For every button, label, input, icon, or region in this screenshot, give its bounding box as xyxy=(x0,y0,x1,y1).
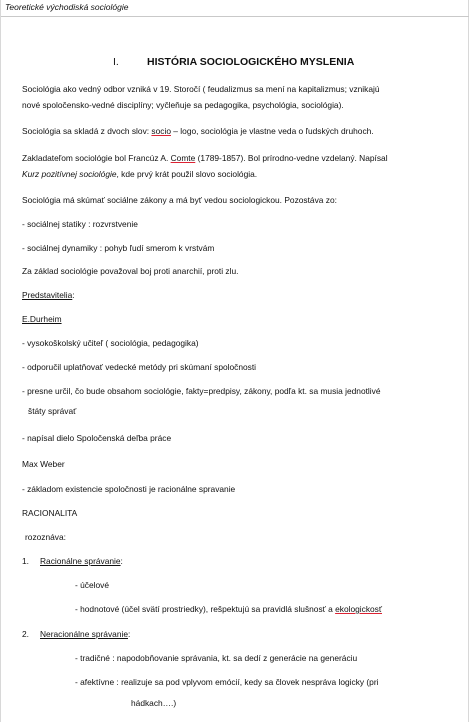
word-comte: Comte xyxy=(170,153,196,163)
list-item-1-colon: : xyxy=(120,556,123,566)
hodnotove-text: - hodnotové (účel svätí prostriedky), rešpektujú sa pravidlá slušnosť a xyxy=(75,604,336,614)
paragraph-1-line-1: Sociológia ako vedný odbor vzniká v 19. Storočí ( feudalizmus sa mení na kapitalizmus; vznikajú xyxy=(22,84,380,94)
durkheim-point-2: - odporučil uplatňovať vedecké metódy pri skúmaní spoločnosti xyxy=(22,362,257,372)
list-item-2-number: 2. xyxy=(22,629,29,639)
book-title: Kurz pozitívnej sociológie xyxy=(22,169,117,179)
rozoznava-label: rozoznáva: xyxy=(25,532,66,542)
page-header: Teoretické východiská sociológie xyxy=(5,2,129,12)
paragraph-4: Sociológia má skúmať sociálne zákony a má byť vedou sociologickou. Pozostáva zo: xyxy=(22,195,337,205)
nonrational-type-tradicne: - tradičné : napodobňovanie správania, kt. sa dedí z generácie na generáciu xyxy=(75,653,358,663)
paragraph-2 xyxy=(22,126,374,137)
chapter-number: I. xyxy=(113,56,119,68)
nonrational-type-afektivne-line-2: hádkach….) xyxy=(131,698,177,708)
paragraph-2-text-a: Sociológia sa skladá z dvoch slov: xyxy=(22,126,152,136)
word-ekologickost: ekologickosť xyxy=(335,604,383,614)
header-divider xyxy=(1,16,469,17)
paragraph-3-line-2 xyxy=(22,169,257,180)
nonrational-type-afektivne-line-1: - afektívne : realizuje sa pod vplyvom emócií, kedy sa človek nespráva logicky (pri xyxy=(75,677,379,687)
weber-point-1: - základom existencie spoločnosti je racionálne spravanie xyxy=(22,484,236,494)
predstavitelia-colon: : xyxy=(72,290,75,300)
list-item-1-number: 1. xyxy=(22,556,29,566)
chapter-title: HISTÓRIA SOCIOLOGICKÉHO MYSLENIA xyxy=(147,56,355,68)
word-socio: socio xyxy=(151,126,171,136)
paragraph-5: Za základ sociológie považoval boj proti anarchií, proti zlu. xyxy=(22,266,239,276)
durkheim-point-4: - napísal dielo Spoločenská deľba práce xyxy=(22,433,172,443)
rational-type-hodnotove xyxy=(75,604,382,615)
durkheim-point-3-line-2: štáty správať xyxy=(28,406,77,416)
section-predstavitelia xyxy=(22,290,75,301)
section-racionalita: RACIONALITA xyxy=(22,508,78,518)
author-weber: Max Weber xyxy=(22,459,65,469)
paragraph-1-line-2: nové spoločensko-vedné disciplíny; vyčleňuje sa pedagogika, psychológia, sociológia). xyxy=(22,100,344,110)
paragraph-2-text-b: – logo, sociológia je vlastne veda o ľudských druhoch. xyxy=(170,126,374,136)
paragraph-3-text-b: (1789-1857). Bol prírodno-vedne vzdelaný. Napísal xyxy=(195,153,388,163)
list-item-2-title: Neracionálne správanie xyxy=(40,629,128,639)
paragraph-3-text-c: , kde prvý krát použil slovo sociológia. xyxy=(116,169,258,179)
predstavitelia-label: Predstavitelia xyxy=(22,290,73,300)
rational-type-ucelove: - účelové xyxy=(75,580,109,590)
paragraph-3-line-1 xyxy=(22,153,388,164)
list-item-1 xyxy=(22,556,123,567)
durkheim-point-1: - vysokoškolský učiteľ ( sociológia, pedagogika) xyxy=(22,338,199,348)
list-item-2 xyxy=(22,629,130,640)
list-item-2-colon: : xyxy=(128,629,131,639)
bullet-statika: - sociálnej statiky : rozvrstvenie xyxy=(22,219,138,229)
bullet-dynamika: - sociálnej dynamiky : pohyb ľudí smerom k vrstvám xyxy=(22,243,215,253)
author-durkheim: E.Durheim xyxy=(22,314,62,324)
paragraph-3-text-a: Zakladateľom sociológie bol Francúz A. xyxy=(22,153,171,163)
list-item-1-title: Racionálne správanie xyxy=(40,556,121,566)
durkheim-point-3-line-1: - presne určil, čo bude obsahom sociológie, fakty=predpisy, zákony, podľa kt. sa musia jednotlivé xyxy=(22,386,381,396)
